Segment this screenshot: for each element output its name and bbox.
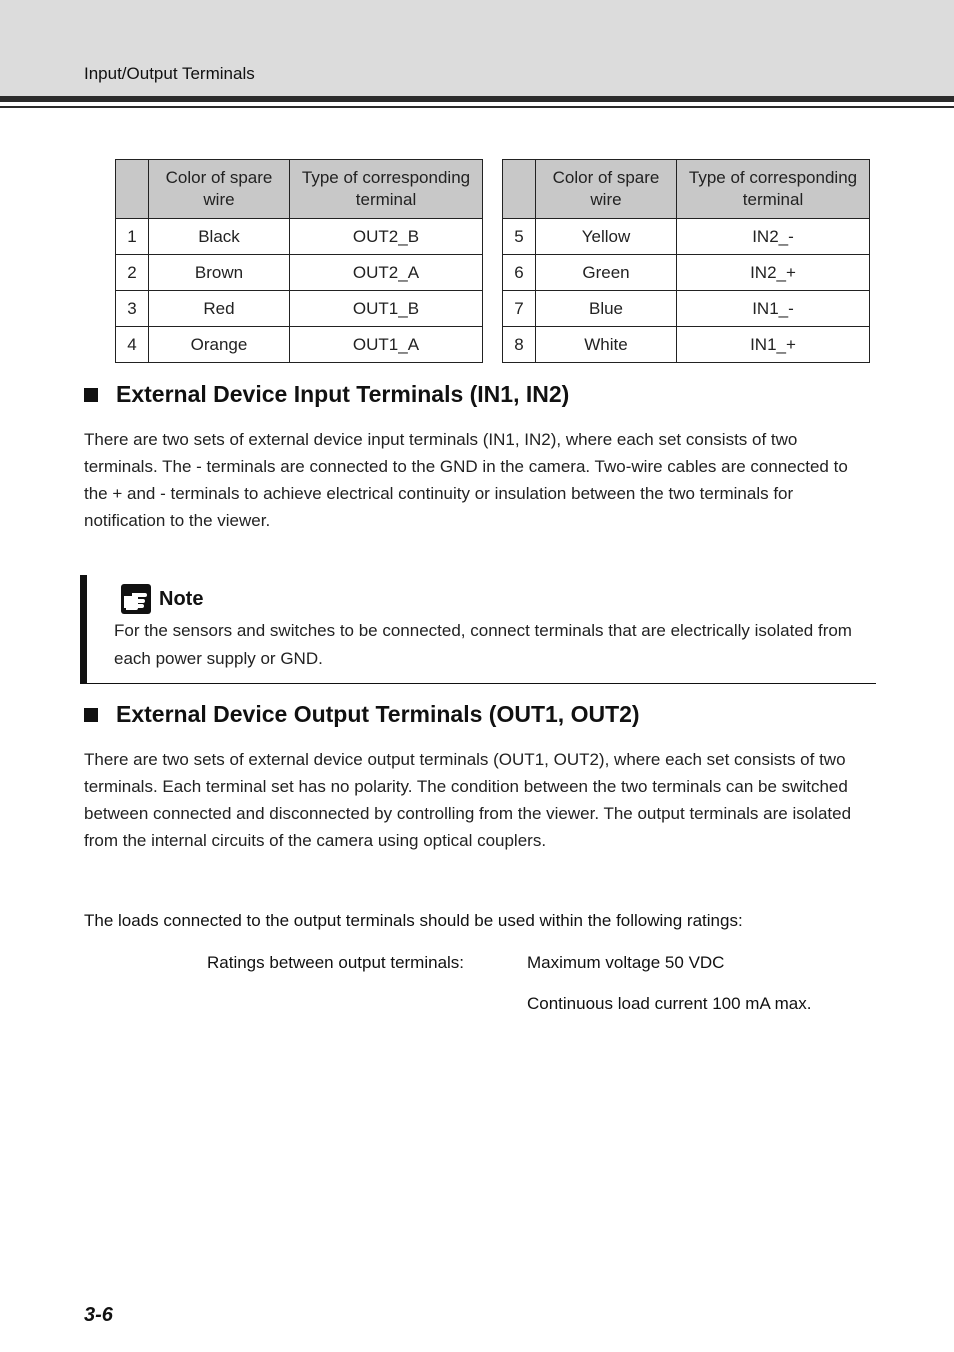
row-number: 1 — [116, 219, 149, 255]
ratings-max-voltage: Maximum voltage 50 VDC — [527, 953, 725, 972]
row-terminal: IN2_+ — [677, 255, 870, 291]
output-section-heading — [84, 701, 640, 728]
row-terminal: OUT1_B — [290, 291, 483, 327]
header-number-cell — [116, 160, 149, 219]
table-row — [116, 291, 483, 327]
header-rule-thin — [0, 106, 954, 108]
row-color: White — [536, 327, 677, 363]
row-number: 6 — [503, 255, 536, 291]
row-color: Orange — [149, 327, 290, 363]
table-row — [116, 255, 483, 291]
note-header — [121, 584, 203, 614]
row-terminal: IN1_- — [677, 291, 870, 327]
row-number: 5 — [503, 219, 536, 255]
table-row — [503, 255, 870, 291]
table-row — [503, 291, 870, 327]
row-number: 2 — [116, 255, 149, 291]
table-row — [503, 219, 870, 255]
ratings-load-current: Continuous load current 100 mA max. — [527, 994, 812, 1013]
input-section-body: There are two sets of external device input terminals (IN1, IN2), where each set consists of two terminals. The - terminals are connected to the GND in the camera. Two-wire cables are connected to the + and - terminals to achieve electrical continuity or insulation between the two terminals for notification to the viewer. — [84, 430, 848, 530]
wire-table-left — [115, 159, 483, 363]
output-section-body: There are two sets of external device output terminals (OUT1, OUT2), where each set consists of two terminals. Each terminal set has no polarity. The condition between the two terminals can be switched between connected and disconnected by controlling from the viewer. The output terminals are isolated from the internal circuits of the camera using optical couplers. — [84, 750, 852, 850]
row-color: Red — [149, 291, 290, 327]
header-title: Input/Output Terminals — [84, 64, 255, 83]
row-terminal: OUT1_A — [290, 327, 483, 363]
row-color: Blue — [536, 291, 677, 327]
row-color: Green — [536, 255, 677, 291]
pointing-hand-icon — [121, 584, 151, 614]
header-number-cell — [503, 160, 536, 219]
page-header — [0, 0, 954, 96]
table-header-row — [116, 160, 483, 219]
input-section-heading — [84, 381, 569, 408]
header-terminal-cell: Type of corresponding terminal — [677, 160, 870, 219]
row-terminal: OUT2_A — [290, 255, 483, 291]
row-number: 7 — [503, 291, 536, 327]
header-terminal-cell: Type of corresponding terminal — [290, 160, 483, 219]
header-color-cell: Color of spare wire — [536, 160, 677, 219]
note-body: For the sensors and switches to be connected, connect terminals that are electrically isolated from each power supply or GND. — [114, 621, 852, 668]
table-row — [116, 327, 483, 363]
row-color: Yellow — [536, 219, 677, 255]
square-bullet-icon — [84, 388, 98, 402]
row-number: 3 — [116, 291, 149, 327]
row-terminal: IN1_+ — [677, 327, 870, 363]
header-rule-thick — [0, 96, 954, 102]
page-number: 3-6 — [84, 1304, 113, 1326]
table-row — [503, 327, 870, 363]
row-terminal: OUT2_B — [290, 219, 483, 255]
row-color: Black — [149, 219, 290, 255]
row-terminal: IN2_- — [677, 219, 870, 255]
table-header-row — [503, 160, 870, 219]
header-color-cell: Color of spare wire — [149, 160, 290, 219]
row-number: 4 — [116, 327, 149, 363]
square-bullet-icon — [84, 708, 98, 722]
row-number: 8 — [503, 327, 536, 363]
table-row — [116, 219, 483, 255]
ratings-intro: The loads connected to the output terminals should be used within the following ratings: — [84, 911, 743, 930]
ratings-label: Ratings between output terminals: — [207, 953, 465, 972]
note-box — [80, 575, 876, 684]
row-color: Brown — [149, 255, 290, 291]
note-title: Note — [159, 587, 204, 610]
input-section-title: External Device Input Terminals (IN1, IN2) — [116, 381, 570, 407]
output-section-title: External Device Output Terminals (OUT1, OUT2) — [116, 701, 640, 727]
wire-table-right — [502, 159, 870, 363]
